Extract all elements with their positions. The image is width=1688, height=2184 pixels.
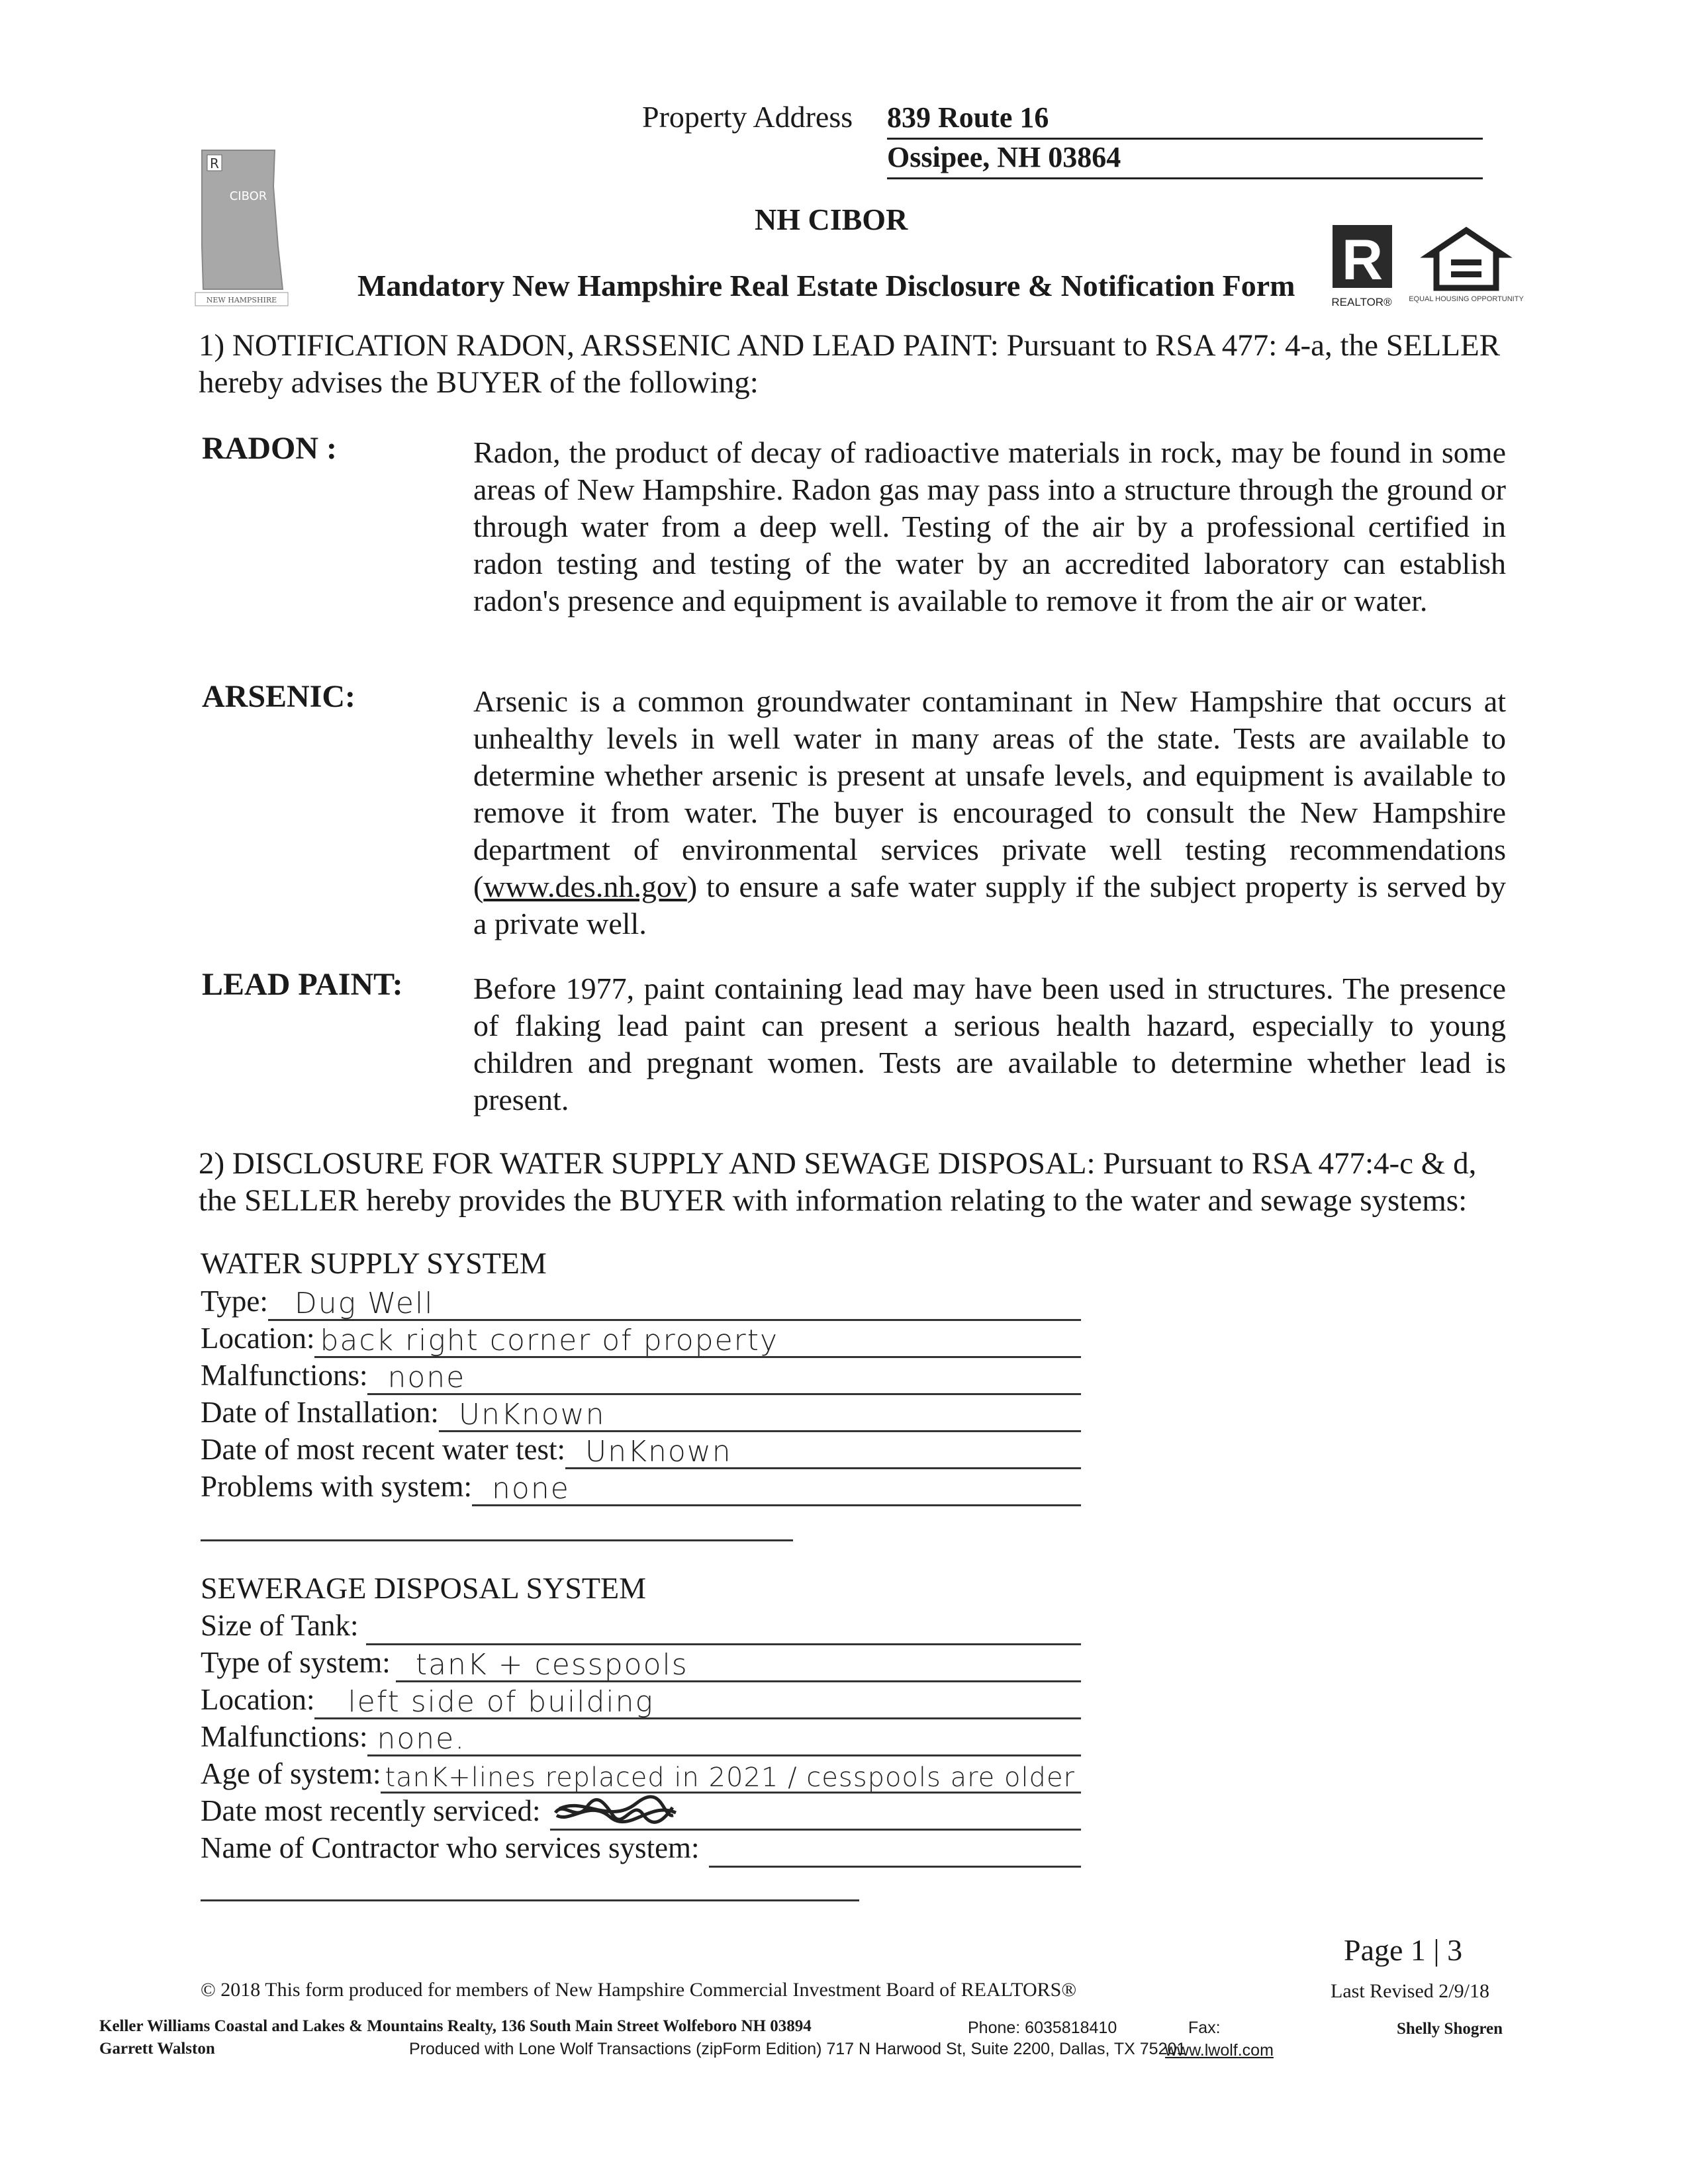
water-location-value: back right corner of property [320,1324,779,1357]
sewer-location-value: left side of building [348,1685,654,1719]
sewer-size-label: Size of Tank: [201,1609,359,1642]
water-system-title: WATER SUPPLY SYSTEM [201,1246,547,1280]
water-type-label: Type: [201,1285,268,1318]
address-line-1-text: 839 Route 16 [887,101,1049,134]
radon-term: RADON : [202,431,337,466]
form-title: Mandatory New Hampshire Real Estate Disclosure & Notification Form [357,269,1295,302]
lwolf-link[interactable]: www.lwolf.com [1165,2041,1274,2060]
sewer-location-row [201,1682,1081,1719]
agent-name-right: Shelly Shogren [1397,2020,1503,2038]
produced-with: Produced with Lone Wolf Transactions (zipForm Edition) 717 N Harwood St, Suite 2200, Dallas, TX 75201 [409,2040,1186,2058]
water-install-row [201,1395,1081,1432]
sewer-malfunctions-row [201,1719,1081,1756]
sewer-age-field[interactable] [381,1757,1081,1794]
water-test-row [201,1432,1081,1469]
section1-heading: 1) NOTIFICATION RADON, ARSSENIC AND LEAD PAINT: Pursuant to RSA 477: 4-a, the SELLER hereby advises the BUYER of the following: [199,328,1501,400]
arsenic-text [473,683,1506,942]
sewer-size-row [201,1608,1081,1645]
water-test-field[interactable] [565,1433,1081,1469]
phone: Phone: 6035818410 [968,2019,1117,2037]
water-problems-row [201,1469,1081,1506]
water-type-value: Dug Well [294,1287,434,1320]
sewer-serviced-label: Date most recently serviced: [201,1794,541,1827]
sewer-age-row [201,1756,1081,1794]
sewer-malfunctions-field[interactable] [367,1720,1081,1756]
sewer-extra-line[interactable] [201,1899,859,1901]
lead-text: Before 1977, paint containing lead may have been used in structures. The presence of flaking lead paint can present a serious health hazard, especially to young children and pregnant women. Tests are available to determine whether lead is present. [473,972,1506,1116]
water-install-value: UnKnown [458,1398,606,1432]
org-title: NH CIBOR [755,203,908,236]
sewer-age-value: tanK+lines replaced in 2021 / cesspools are older [385,1762,1076,1793]
sewer-type-field[interactable] [396,1646,1081,1682]
sewer-system-title: SEWERAGE DISPOSAL SYSTEM [201,1571,647,1605]
water-malfunctions-label: Malfunctions: [201,1359,368,1392]
water-location-field[interactable] [314,1322,1081,1358]
realtor-logo-text: REALTOR® [1331,296,1392,308]
copyright-notice: © 2018 This form produced for members of New Hampshire Commercial Investment Board of REALTORS® [201,1979,1077,2001]
last-revised: Last Revised 2/9/18 [1331,1980,1489,2002]
sewer-malfunctions-label: Malfunctions: [201,1720,368,1753]
water-location-row [201,1321,1081,1358]
water-location-label: Location: [201,1322,315,1355]
radon-text: Radon, the product of decay of radioactive materials in rock, may be found in some areas of New Hampshire. Radon gas may pass into a structure through the ground or through water from a deep well. Testing of the air by a professional certified in radon testing and testing of the water by an accredited laboratory can establish radon's presence and equipment is available to remove it from the air or water. [473,435,1506,617]
property-address-label: Property Address [642,100,853,134]
sewer-serviced-row [201,1794,1081,1831]
sewer-type-label: Type of system: [201,1646,391,1679]
eho-logo-text: EQUAL HOUSING OPPORTUNITY [1409,295,1524,303]
sewer-malfunctions-value: none. [377,1722,466,1756]
sewer-location-label: Location: [201,1683,315,1716]
agent-name-left: Garrett Walston [99,2040,215,2058]
svg-text:R: R [210,156,219,171]
brokerage-info: Keller Williams Coastal and Lakes & Mountains Realty, 136 South Main Street Wolfeboro NH 03894 [99,2017,812,2035]
water-type-row [201,1284,1081,1321]
address-line-2-text: Ossipee, NH 03864 [887,141,1121,173]
water-install-field[interactable] [439,1396,1081,1432]
svg-text:R: R [1341,228,1383,292]
water-malfunctions-field[interactable] [367,1359,1081,1395]
address-line-2 [887,140,1483,179]
water-malfunctions-value: none [387,1361,466,1394]
sewer-type-value: tanK + cesspools [415,1648,688,1682]
address-line-1 [887,101,1483,140]
section2-heading: 2) DISCLOSURE FOR WATER SUPPLY AND SEWAGE DISPOSAL: Pursuant to RSA 477:4-c & d, the SELLER hereby provides the BUYER with information relating to the water and sewage systems: [199,1146,1477,1218]
cibor-logo [195,147,288,306]
water-malfunctions-row [201,1358,1081,1395]
arsenic-text-after: ) to ensure a safe water supply if the subject property is served by a private well. [473,870,1506,940]
sewer-contractor-row [201,1831,1081,1868]
des-link[interactable]: www.des.nh.gov [483,870,687,903]
water-problems-label: Problems with system: [201,1470,473,1503]
arsenic-term: ARSENIC: [202,679,356,714]
page-number: Page 1 | 3 [1344,1933,1463,1967]
realtor-logo [1327,225,1397,311]
water-install-label: Date of Installation: [201,1396,439,1429]
sewer-age-label: Age of system: [201,1757,381,1790]
sewer-size-field[interactable] [366,1609,1081,1645]
water-type-field[interactable] [268,1285,1081,1321]
scribble-mark [550,1796,682,1829]
lead-term: LEAD PAINT: [202,967,403,1002]
sewer-type-row [201,1645,1081,1682]
sewer-location-field[interactable] [314,1683,1081,1719]
sewer-contractor-label: Name of Contractor who services system: [201,1831,700,1864]
cibor-logo-text: CIBOR [229,189,267,203]
equal-housing-logo [1409,225,1524,311]
cibor-logo-state: NEW HAMPSHIRE [206,296,277,304]
water-problems-value: none [492,1472,570,1506]
water-extra-line[interactable] [201,1539,793,1541]
sewer-serviced-field[interactable] [550,1794,1081,1831]
water-problems-field[interactable] [472,1470,1081,1506]
sewer-contractor-field[interactable] [709,1831,1081,1868]
water-test-label: Date of most recent water test: [201,1433,566,1466]
water-test-value: UnKnown [585,1435,732,1469]
arsenic-text-before: Arsenic is a common groundwater contaminant in New Hampshire that occurs at unhealthy levels in well water in many areas of the state. Tests are available to determine whether arsenic is present at unsafe levels, and equipment is available to remove it from water. The buyer is encouraged to consult the New Hampshire department of environmental services private well testing recommendations ( [473,684,1506,903]
fax: Fax: [1188,2019,1221,2037]
